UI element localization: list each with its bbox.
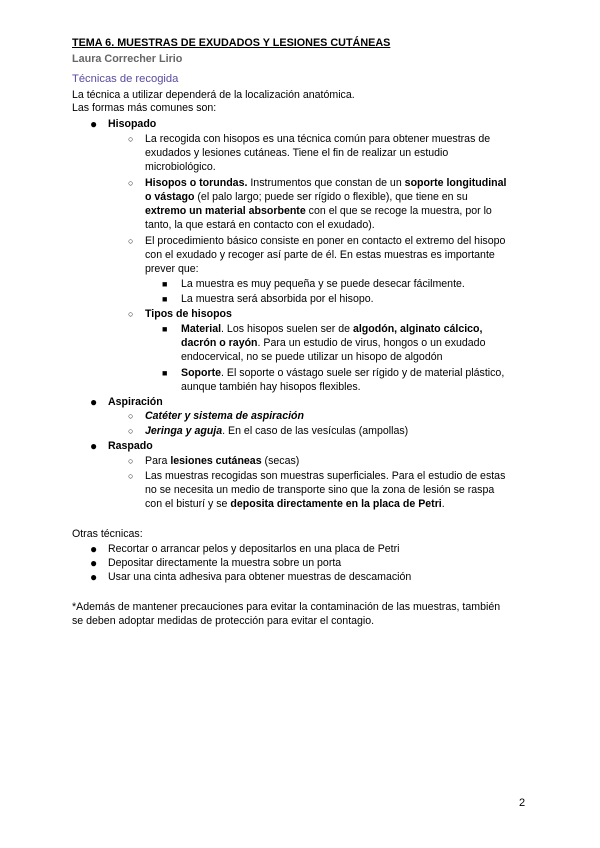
- hisopado-p3-line: con el exudado y recoger así parte de él. En estas muestras es importante: [145, 249, 495, 261]
- bullet-square-icon: ■: [162, 279, 168, 289]
- bullet-square-icon: ■: [162, 324, 168, 334]
- list-item: Depositar directamente la muestra sobre un porta: [108, 557, 342, 569]
- raspado-line: con el bisturí y se deposita directamente en la placa de Petri.: [145, 498, 445, 510]
- hisopado-p2-line: tanto, la que estará en contacto con el exudado).: [145, 219, 375, 231]
- hisopado-p2-line: o vástago (el palo largo; puede ser rígido o flexible), que tiene en su: [145, 191, 468, 203]
- bullet-circle-icon: ○: [128, 134, 134, 144]
- bullet-circle-icon: ○: [128, 411, 134, 421]
- bullet-disc-icon: ●: [90, 117, 98, 131]
- bullet-disc-icon: ●: [90, 570, 98, 584]
- author-name: Laura Correcher Lirio: [72, 53, 183, 65]
- soporte-line: Soporte. El soporte o vástago suele ser rígido y de material plástico,: [181, 367, 505, 379]
- page-number: 2: [519, 797, 526, 809]
- aspiracion-item: Catéter y sistema de aspiración: [145, 410, 304, 422]
- hisopado-p1-line: microbiológico.: [145, 161, 216, 173]
- bullet-disc-icon: ●: [90, 439, 98, 453]
- soporte-line: aunque también hay hisopos flexibles.: [181, 381, 361, 393]
- material-line: Material. Los hisopos suelen ser de algodón, alginato cálcico,: [181, 323, 483, 335]
- list-item-raspado: Raspado: [108, 440, 153, 452]
- sub-list-item: La muestra es muy pequeña y se puede desecar fácilmente.: [181, 278, 465, 290]
- bullet-circle-icon: ○: [128, 471, 134, 481]
- intro-line-1: La técnica a utilizar dependerá de la localización anatómica.: [72, 89, 355, 101]
- otras-tecnicas-label: Otras técnicas:: [72, 528, 143, 540]
- bullet-circle-icon: ○: [128, 236, 134, 246]
- hisopado-p2-line: extremo un material absorbente con el que se recoge la muestra, por lo: [145, 205, 492, 217]
- list-item: Recortar o arrancar pelos y depositarlos en una placa de Petri: [108, 543, 400, 555]
- material-line: dacrón o rayón. Para un estudio de virus, hongos o un exudado: [181, 337, 486, 349]
- raspado-line: Las muestras recogidas son muestras superficiales. Para el estudio de estas: [145, 470, 506, 482]
- list-item: Usar una cinta adhesiva para obtener muestras de descamación: [108, 571, 412, 583]
- sub-list-item: La muestra será absorbida por el hisopo.: [181, 293, 374, 305]
- hisopado-p1-line: exudados y lesiones cutáneas. Tiene el fin de realizar un estudio: [145, 147, 449, 159]
- material-line: endocervical, no se puede utilizar un hisopo de algodón: [181, 351, 443, 363]
- raspado-line: no se necesita un medio de transporte sino que la zona de lesión se raspa: [145, 484, 495, 496]
- hisopado-p3-line: prever que:: [145, 263, 199, 275]
- tipos-hisopos-label: Tipos de hisopos: [145, 308, 232, 320]
- page-title: TEMA 6. MUESTRAS DE EXUDADOS Y LESIONES CUTÁNEAS: [72, 37, 391, 49]
- footnote-line: *Además de mantener precauciones para evitar la contaminación de las muestras, también: [72, 601, 501, 613]
- hisopado-p3-line: El procedimiento básico consiste en poner en contacto el extremo del hisopo: [145, 235, 506, 247]
- bullet-disc-icon: ●: [90, 556, 98, 570]
- footnote-line: se deben adoptar medidas de protección para evitar el contagio.: [72, 615, 375, 627]
- bullet-circle-icon: ○: [128, 309, 134, 319]
- list-item-aspiracion: Aspiración: [108, 396, 163, 408]
- bullet-square-icon: ■: [162, 294, 168, 304]
- intro-line-2: Las formas más comunes son:: [72, 102, 217, 114]
- hisopado-p1-line: La recogida con hisopos es una técnica común para obtener muestras de: [145, 133, 491, 145]
- bullet-circle-icon: ○: [128, 426, 134, 436]
- bullet-circle-icon: ○: [128, 178, 134, 188]
- bullet-square-icon: ■: [162, 368, 168, 378]
- section-heading: Técnicas de recogida: [72, 73, 179, 85]
- aspiracion-item: Jeringa y aguja. En el caso de las vesículas (ampollas): [145, 425, 409, 437]
- hisopado-p2-line: Hisopos o torundas. Instrumentos que constan de un soporte longitudinal: [145, 177, 507, 189]
- bullet-circle-icon: ○: [128, 456, 134, 466]
- list-item-hisopado: Hisopado: [108, 118, 157, 130]
- bullet-disc-icon: ●: [90, 542, 98, 556]
- bullet-disc-icon: ●: [90, 395, 98, 409]
- raspado-item: Para lesiones cutáneas (secas): [145, 455, 300, 467]
